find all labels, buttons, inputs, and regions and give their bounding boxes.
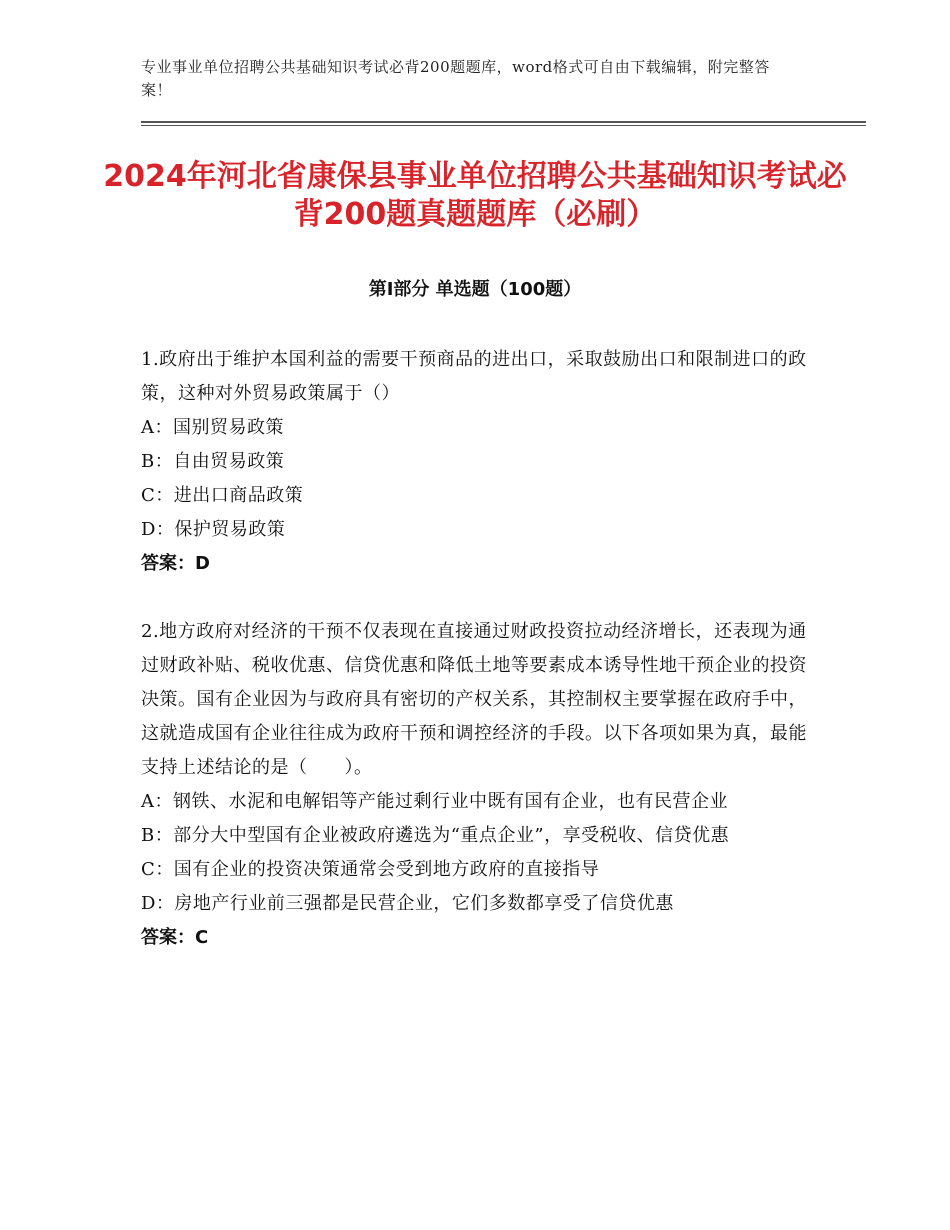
answer: 答案：C	[141, 927, 209, 948]
document-title: 2024年河北省康保县事业单位招聘公共基础知识考试必背200题真题题库（必刷）	[103, 159, 847, 232]
option-b: B：自由贸易政策	[141, 451, 285, 472]
answer: 答案：D	[141, 553, 210, 574]
header-note: 专业事业单位招聘公共基础知识考试必背200题题库，word格式可自由下载编辑，附完整答案！	[141, 58, 770, 99]
option-d: D：房地产行业前三强都是民营企业，它们多数都享受了信贷优惠	[141, 893, 674, 914]
option-c: C：国有企业的投资决策通常会受到地方政府的直接指导	[141, 859, 600, 880]
header-divider-thin	[141, 125, 866, 126]
option-a: A：钢铁、水泥和电解铝等产能过剩行业中既有国有企业，也有民营企业	[141, 791, 728, 812]
question-text: 2.地方政府对经济的干预不仅表现在直接通过财政投资拉动经济增长，还表现为通过财政补贴、税收优惠、信贷优惠和降低土地等要素成本诱导性地干预企业的投资决策。国有企业因为与政府具有密切的产权关系，其控制权主要掌握在政府手中，这就造成国有企业往往成为政府干预和调控经济的手段。以下各项如果为真，最能支持上述结论的是（ ）。	[141, 621, 807, 778]
option-b: B：部分大中型国有企业被政府遴选为“重点企业”，享受税收、信贷优惠	[141, 825, 730, 846]
option-d: D：保护贸易政策	[141, 519, 286, 540]
question-2	[141, 615, 821, 955]
section-heading: 第Ⅰ部分 单选题（100题）	[368, 279, 582, 300]
question-1	[141, 343, 821, 581]
header-divider-thick	[141, 121, 866, 123]
option-a: A：国别贸易政策	[141, 417, 284, 438]
question-text: 1.政府出于维护本国利益的需要干预商品的进出口，采取鼓励出口和限制进口的政策，这种对外贸易政策属于（）	[141, 349, 807, 404]
option-c: C：进出口商品政策	[141, 485, 304, 506]
